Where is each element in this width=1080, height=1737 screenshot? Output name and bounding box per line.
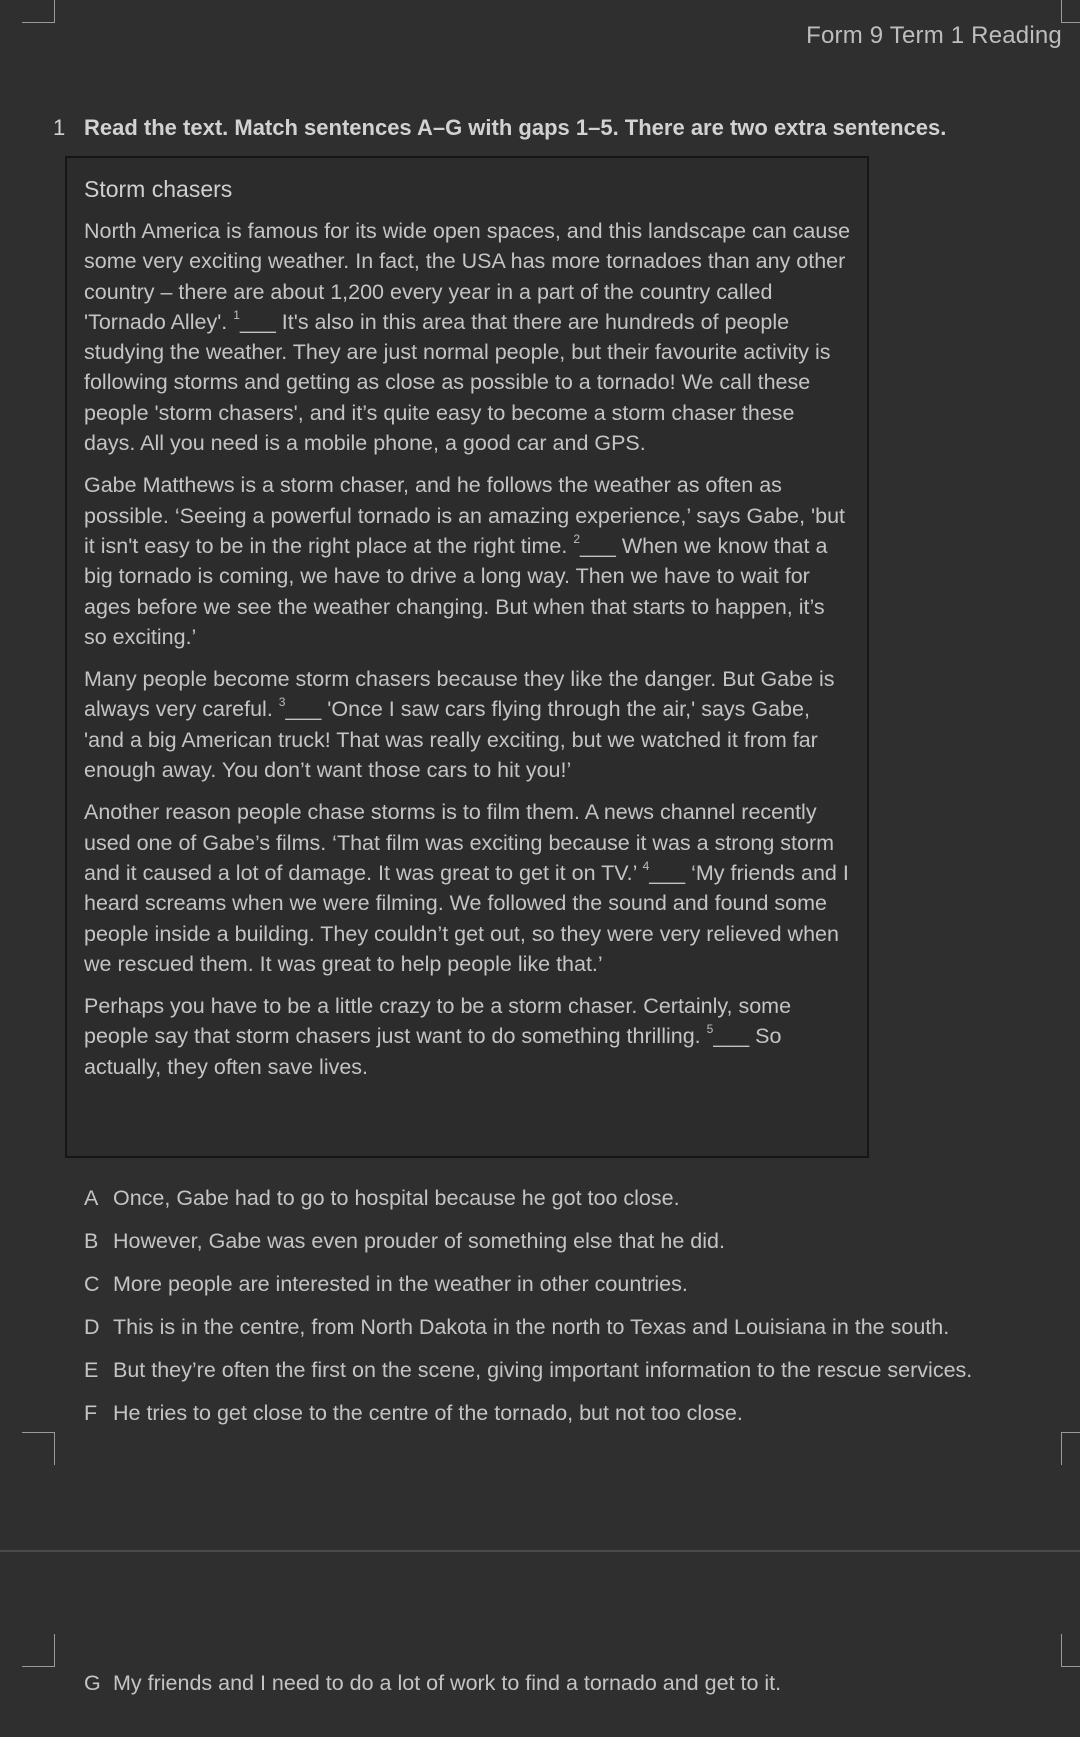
gap-blank[interactable]: ___ <box>649 860 686 885</box>
option-text: However, Gabe was even prouder of something else that he did. <box>113 1229 725 1253</box>
answer-option-b <box>84 1226 1064 1269</box>
article-title: Storm chasers <box>84 176 233 202</box>
paragraph-text: 'Once I saw cars flying through the air,' says Gabe, 'and a big American truck! That was really exciting, but we watched it from far enough away. You don’t want those cars to hit you!’ <box>84 697 818 783</box>
document-page-2 <box>0 1552 1080 1737</box>
article-box <box>65 156 869 1158</box>
option-text: This is in the centre, from North Dakota in the north to Texas and Louisiana in the south. <box>113 1315 950 1339</box>
answer-option-f <box>84 1398 1064 1441</box>
gap-blank[interactable]: ___ <box>713 1024 750 1049</box>
page-corner-mark <box>22 1634 55 1667</box>
article-body <box>84 216 851 1082</box>
option-letter: F <box>84 1401 98 1425</box>
answer-option-g <box>84 1668 781 1698</box>
gap-number: 1 <box>233 307 240 322</box>
task-number: 1 <box>53 115 66 140</box>
task-instruction <box>53 115 946 141</box>
option-text: More people are interested in the weather in other countries. <box>113 1272 688 1296</box>
page-corner-mark <box>1061 1634 1080 1667</box>
paragraph-text: Another reason people chase storms is to film them. A news channel recently used one of Gabe’s films. ‘That film was exciting because it was a strong storm and it caused a lot of damage. It was great to get it on TV.’ <box>84 800 835 885</box>
option-text: My friends and I need to do a lot of work to find a tornado and get to it. <box>113 1671 782 1695</box>
article-paragraph <box>84 470 851 652</box>
gap-number: 5 <box>706 1022 714 1037</box>
paragraph-text: It's also in this area that there are hundreds of people studying the weather. They are just normal people, but their favourite activity is following storms and getting as close as possible to a tornado! We call these people 'storm chasers', and it’s quite easy to become a storm chaser these days. All you need is a mobile phone, a good car and GPS. <box>84 309 831 456</box>
article-paragraph <box>84 991 851 1082</box>
paragraph-text: When we know that a big tornado is coming, we have to drive a long way. Then we have to wait for ages before we see the weather changing. But when that starts to happen, it’s so exciting.’ <box>84 533 828 649</box>
page-corner-mark <box>1061 0 1080 23</box>
option-letter: B <box>84 1229 99 1253</box>
answer-option-a <box>84 1183 1064 1226</box>
answer-options-list <box>84 1183 1064 1441</box>
paragraph-text: Gabe Matthews is a storm chaser, and he follows the weather as often as possible. ‘Seeing a powerful tornado is an amazing experience,’ says Gabe, 'but it isn't easy to be in the right place at the right time. <box>84 473 846 558</box>
option-letter: G <box>84 1671 101 1695</box>
paragraph-text: North America is famous for its wide open spaces, and this landscape can cause some very exciting weather. In fact, the USA has more tornadoes than any other country – there are about 1,200 every year in a part of the country called 'Tornado Alley'. <box>84 219 851 334</box>
paragraph-text: Perhaps you have to be a little crazy to be a storm chaser. Certainly, some people say that storm chasers just want to do something thrilling. <box>84 994 792 1049</box>
answer-option-d <box>84 1312 1064 1355</box>
option-letter: C <box>84 1272 100 1296</box>
paragraph-text: Many people become storm chasers because they like the danger. But Gabe is always very careful. <box>84 667 835 722</box>
option-letter: D <box>84 1315 100 1339</box>
option-text: He tries to get close to the centre of the tornado, but not too close. <box>113 1401 743 1425</box>
gap-number: 2 <box>573 531 580 546</box>
task-instruction-text: Read the text. Match sentences A–G with gaps 1–5. There are two extra sentences. <box>84 115 947 140</box>
paragraph-text: ‘My friends and I heard screams when we were filming. We followed the sound and found some people inside a building. They couldn’t get out, so they were very relieved when we rescued them. It was great to help people like that.’ <box>84 860 849 976</box>
answer-option-c <box>84 1269 1064 1312</box>
option-text: Once, Gabe had to go to hospital because he got too close. <box>113 1186 680 1210</box>
answer-option-e <box>84 1355 1064 1398</box>
gap-blank[interactable]: ___ <box>239 309 276 334</box>
article-paragraph <box>84 797 851 979</box>
option-letter: A <box>84 1186 99 1210</box>
page-corner-mark <box>22 0 55 23</box>
option-text: But they’re often the first on the scene, giving important information to the rescue services. <box>113 1358 973 1382</box>
article-paragraph <box>84 216 851 458</box>
gap-blank[interactable]: ___ <box>285 697 322 722</box>
page-corner-mark <box>22 1432 55 1465</box>
gap-number: 4 <box>642 858 650 873</box>
page-header-title: Form 9 Term 1 Reading <box>806 22 1062 49</box>
paragraph-text: So actually, they often save lives. <box>84 1024 782 1079</box>
gap-blank[interactable]: ___ <box>580 533 616 558</box>
article-paragraph <box>84 664 851 785</box>
gap-number: 3 <box>278 695 286 710</box>
option-letter: E <box>84 1358 99 1382</box>
